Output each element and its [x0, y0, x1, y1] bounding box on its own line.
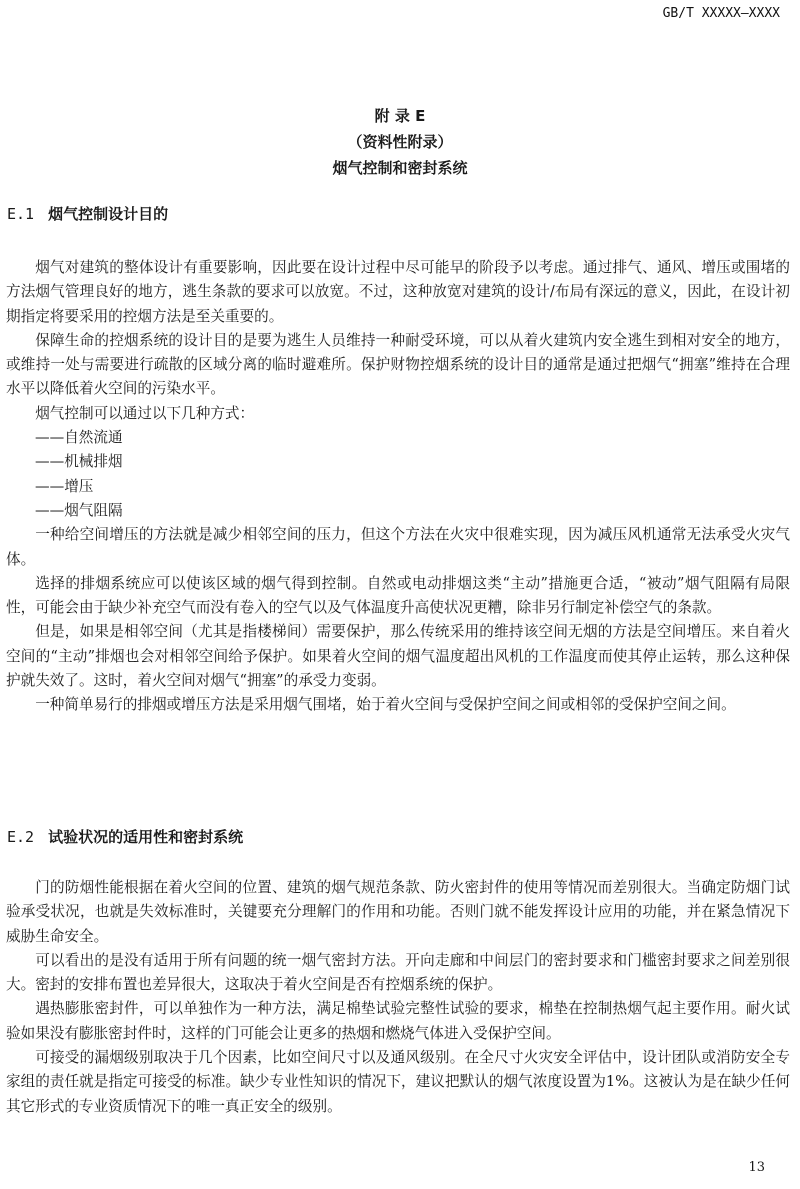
- paragraph: 可接受的漏烟级别取决于几个因素，比如空间尺寸以及通风级别。在全尺寸火灾安全评估中，设计团队或消防安全专家组的责任就是指定可接受的标准。缺少专业性知识的情况下，建议把默认的烟气浓度设置为1%。这被认为是在缺少任何其它形式的专业资质情况下的唯一真正安全的级别。: [6, 1049, 790, 1115]
- section-e2-heading: [7, 826, 243, 847]
- appendix-name: 烟气控制和密封系统: [332, 159, 468, 177]
- paragraph: 但是，如果是相邻空间（尤其是指楼梯间）需要保护，那么传统采用的维持该空间无烟的方法是空间增压。来自着火空间的“主动”排烟也会对相邻空间给予保护。如果着火空间的烟气温度超出风机的工作温度而使其停止运转，那么这种保护就失效了。这时，着火空间对烟气“拥塞”的承受力变弱。: [6, 623, 790, 690]
- paragraph: 一种给空间增压的方法就是减少相邻空间的压力，但这个方法在火灾中很难实现，因为减压风机通常无法承受火灾气体。: [6, 526, 790, 568]
- section-e1-title: 烟气控制设计目的: [48, 205, 169, 223]
- paragraph: 遇热膨胀密封件，可以单独作为一种方法，满足棉垫试验完整性试验的要求，棉垫在控制热烟气起主要作用。耐火试验如果没有膨胀密封件时，这样的门可能会让更多的热烟和燃烧气体进入受保护空间。: [6, 1000, 790, 1042]
- section-e2-title: 试验状况的适用性和密封系统: [48, 828, 244, 846]
- list-item: ——自然流通: [35, 429, 123, 447]
- paragraph: 一种简单易行的排烟或增压方法是采用烟气围堵，始于着火空间与受保护空间之间或相邻的受保护空间之间。: [35, 696, 736, 714]
- paragraph: 选择的排烟系统应可以使该区域的烟气得到控制。自然或电动排烟这类“主动”措施更合适，“被动”烟气阻隔有局限性，可能会由于缺少补充空气而没有卷入的空气以及气体温度升高使状况更糟，除非另行制定补偿空气的条款。: [6, 574, 790, 617]
- section-e1-body: [0, 256, 800, 718]
- section-e1-number: E.1: [7, 205, 35, 223]
- section-e2-number: E.2: [7, 828, 35, 846]
- list-item: ——烟气阻隔: [35, 501, 123, 519]
- list-item: ——机械排烟: [35, 453, 123, 471]
- paragraph: 烟气对建筑的整体设计有重要影响，因此要在设计过程中尽可能早的阶段予以考虑。通过排气、通风、增压或围堵的方法烟气管理良好的地方，逃生条款的要求可以放宽。不过，这种放宽对建筑的设计/布局有深远的意义，因此，在设计初期指定将要采用的控烟方法是至关重要的。: [6, 259, 790, 325]
- list-item: ——增压: [35, 477, 94, 495]
- paragraph: 门的防烟性能根据在着火空间的位置、建筑的烟气规范条款、防火密封件的使用等情况而差别很大。当确定防烟门试验承受状况，也就是失效标准时，关键要充分理解门的作用和功能。否则门就不能发挥设计应用的功能，并在紧急情况下威胁生命安全。: [6, 879, 790, 945]
- appendix-label: 附 录 E: [374, 107, 426, 125]
- page-number: 13: [748, 1160, 765, 1175]
- section-e2-body: [0, 876, 800, 1119]
- appendix-title-block: [0, 103, 800, 181]
- paragraph: 保障生命的控烟系统的设计目的是要为逃生人员维持一种耐受环境，可以从着火建筑内安全逃生到相对安全的地方，或维持一处与需要进行疏散的区域分离的临时避难所。保护财物控烟系统的设计目的通常是通过把烟气“拥塞”维持在合理水平以降低着火空间的污染水平。: [6, 331, 790, 398]
- document-code: GB/T XXXXX—XXXX: [662, 6, 780, 21]
- section-e1-heading: [7, 203, 168, 224]
- appendix-type: （资料性附录）: [347, 133, 453, 151]
- paragraph: 烟气控制可以通过以下几种方式：: [35, 404, 255, 422]
- paragraph: 可以看出的是没有适用于所有问题的统一烟气密封方法。开向走廊和中间层门的密封要求和门槛密封要求之间差别很大。密封的安排布置也差异很大，这取决于着火空间是否有控烟系统的保护。: [6, 951, 790, 994]
